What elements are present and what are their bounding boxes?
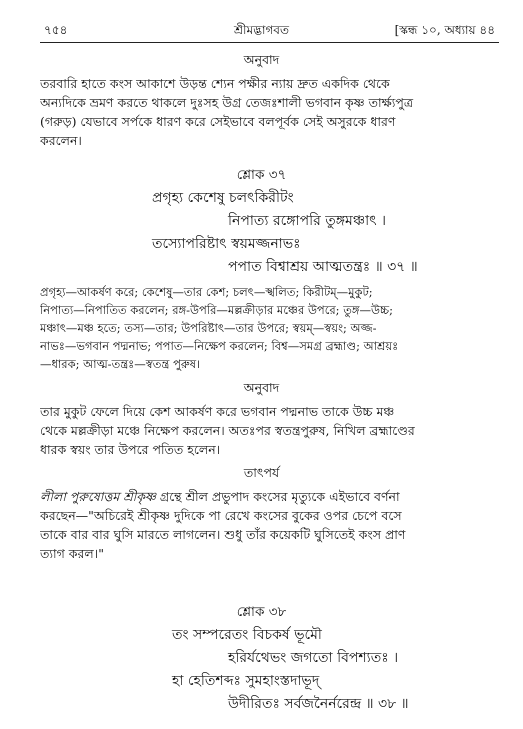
purport-paragraph xyxy=(40,487,500,563)
text-line: প্রগৃহ্য—আকর্ষণ করে; কেশেষু—তার কেশ; চলৎ—স্খলিত; কিরীটম্—মুকুট; xyxy=(40,285,373,299)
text-line: মঞ্চাৎ—মঞ্চ হতে; তস্য—তার; উপরিষ্টাৎ—তার উপরে; স্বয়ম্—স্বয়ং; অজ্জ- xyxy=(40,321,377,335)
translation-paragraph xyxy=(40,402,500,459)
verse-line: হরির্যথেভং জগতো বিপশ্যতঃ । xyxy=(228,650,399,666)
text-fragment: গ্রন্থে শ্রীল প্রভুপাদ কংসের মৃত্যুকে এইভাবে বর্ণনা xyxy=(155,489,400,504)
text-line: করলেন। xyxy=(40,133,82,148)
translation-heading: অনুবাদ xyxy=(243,380,280,395)
text-line: তরবারি হাতে কংস আকাশে উড়ন্ত শ্যেন পক্ষীর ন্যায় দ্রুত একদিক থেকে xyxy=(40,76,390,91)
text-line: (গরুড়) যেভাবে সর্পকে ধারণ করে সেইভাবে বলপূর্বক সেই অসুরকে ধারণ xyxy=(40,114,396,129)
text-line: তাকে বার বার ঘুসি মারতে লাগলেন। শুধু তাঁর কয়েকটি ঘুসিতেই কংস প্রাণ xyxy=(40,527,406,542)
text-line: থেকে মল্লক্রীড়া মঞ্চে নিক্ষেপ করলেন। অতঃপর স্বতন্ত্রপুরুষ, নিখিল ব্রহ্মাণ্ডের xyxy=(40,423,415,438)
verse-line: হা হেতিশব্দঃ সুমহাংস্তদাভূদ্ xyxy=(172,673,320,689)
verse-line: উদীরিতঃ সর্বজনৈর্নরেন্দ্র ॥ ৩৮ ॥ xyxy=(228,696,409,712)
text-line: ধারক স্বয়ং তার উপরে পতিত হলেন। xyxy=(40,442,221,457)
text-line: নিপাত্য—নিপাতিত করলেন; রঙ্গ-উপরি—মল্লক্রীড়ার মঞ্চের উপরে; তুঙ্গ—উচ্চ; xyxy=(40,303,394,317)
text-line: নাভঃ—ভগবান পদ্মনাভ; পপাত—নিক্ষেপ করলেন; বিশ্ব—সমগ্র ব্রহ্মাণ্ড; আশ্রয়ঃ xyxy=(40,339,399,353)
verse-line: পপাত বিশ্বাশ্রয় আত্মতন্ত্রঃ ॥ ৩৭ ॥ xyxy=(228,259,418,275)
verse-line: তং সম্পরেতং বিচকর্ষ ভূমৌ xyxy=(172,627,322,643)
text-line: অন্যদিকে ভ্রমণ করতে থাকলে দুঃসহ উগ্র তেজঃশালী ভগবান কৃষ্ণ তার্ক্ষ্যপুত্র xyxy=(40,95,414,110)
verse-heading: শ্লোক ৩৭ xyxy=(236,167,287,183)
verse-line: নিপাত্য রঙ্গোপরি তুঙ্গমঞ্চাৎ । xyxy=(228,213,387,229)
verse-line: প্রগৃহ্য কেশেষু চলৎকিরীটং xyxy=(152,190,294,206)
text-line: তার মুকুট ফেলে দিয়ে কেশ আকর্ষণ করে ভগবান পদ্মনাভ তাকে উচ্চ মঞ্চ xyxy=(40,404,395,419)
page-number: ৭৫৪ xyxy=(44,23,68,37)
text-line xyxy=(40,487,500,506)
word-meanings xyxy=(40,283,500,373)
book-reference: লীলা পুরুষোত্তম শ্রীকৃষ্ণ xyxy=(40,489,156,504)
book-title: শ্রীমদ্ভাগবত xyxy=(233,23,289,37)
purport-heading: তাৎপর্য xyxy=(243,465,280,480)
translation-heading: অনুবাদ xyxy=(243,52,280,67)
verse-line: তস্যোপরিষ্টাৎ স্বয়মজ্জনাভঃ xyxy=(152,236,301,252)
translation-paragraph xyxy=(40,74,500,150)
text-line: করছেন—"অচিরেই শ্রীকৃষ্ণ দুদিকে পা রেখে কংসের বুকের ওপর চেপে বসে xyxy=(40,508,402,523)
verse-heading: শ্লোক ৩৮ xyxy=(236,604,287,620)
text-line: ত্যাগ করল।" xyxy=(40,546,104,561)
section-reference: [স্কন্ধ ১০, অধ্যায় ৪৪ xyxy=(394,23,495,37)
header-rule xyxy=(40,42,499,43)
text-line: —ধারক; আত্ম-তন্ত্রঃ—স্বতন্ত্র পুরুষ। xyxy=(40,357,201,371)
